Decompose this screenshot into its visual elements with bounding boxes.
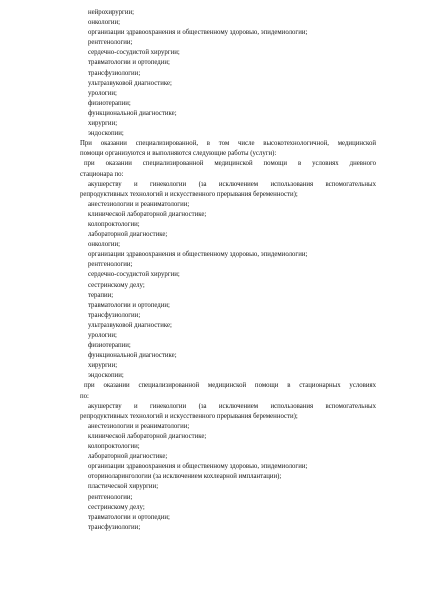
- document-line: при оказании специализированной медицинской помощи в условиях дневного: [84, 160, 376, 168]
- document-line: ультразвуковой диагностике;: [88, 321, 172, 329]
- document-line: сестринскому делу;: [88, 503, 145, 511]
- document-line: онкологии;: [88, 241, 121, 249]
- document-line: по:: [80, 392, 89, 400]
- document-line: терапии;: [88, 291, 114, 299]
- document-line: хирургии;: [88, 120, 118, 128]
- document-line: клинической лабораторной диагностике;: [88, 432, 207, 440]
- document-line: травматологии и ортопедии;: [88, 301, 170, 309]
- document-line: лабораторной диагностике;: [88, 231, 168, 239]
- document-line: акушерству и гинекологии (за исключением использования вспомогательных: [88, 180, 376, 188]
- document-line: репродуктивных технологий и искусственного прерывания беременности);: [80, 190, 298, 198]
- document-line: физиотерапии;: [88, 342, 131, 350]
- document-line: эндоскопии;: [88, 372, 124, 380]
- document-line: анестезиологии и реаниматологии;: [88, 422, 190, 430]
- document-line: физиотерапии;: [88, 99, 131, 107]
- document-line: функциональной диагностике;: [88, 109, 177, 117]
- document-line: лабораторной диагностике;: [88, 453, 168, 461]
- document-line: колопроктологии;: [88, 443, 140, 451]
- document-line: организации здравоохранения и общественному здоровью, эпидемиологии;: [88, 463, 308, 471]
- document-line: травматологии и ортопедии;: [88, 513, 170, 521]
- document-line: анестезиологии и реаниматологии;: [88, 200, 190, 208]
- document-line: оториноларингологии (за исключением кохлеарной имплантации);: [88, 473, 282, 481]
- document-line: сердечно-сосудистой хирургии;: [88, 271, 180, 279]
- document-line: эндоскопии;: [88, 130, 124, 138]
- document-line: пластической хирургии;: [88, 483, 159, 491]
- document-body: [80, 8, 376, 533]
- document-line: нейрохирургии;: [88, 9, 135, 16]
- document-line: онкологии;: [88, 19, 121, 27]
- document-line: репродуктивных технологий и искусственного прерывания беременности);: [80, 412, 298, 420]
- document-line: функциональной диагностике;: [88, 352, 177, 360]
- document-line: хирургии;: [88, 362, 118, 370]
- document-line: сестринскому делу;: [88, 281, 145, 289]
- document-line: рентгенологии;: [88, 261, 133, 269]
- document-line: трансфузиологии;: [88, 523, 141, 531]
- document-line: при оказании специализированной медицинской помощи в стационарных условиях: [84, 382, 376, 390]
- document-line: При оказании специализированной, в том числе высокотехнологичной, медицинской: [80, 140, 376, 148]
- document-line: клинической лабораторной диагностике;: [88, 210, 207, 218]
- document-line: рентгенологии;: [88, 39, 133, 47]
- document-line: урологии;: [88, 89, 117, 97]
- document-line: организации здравоохранения и общественному здоровью, эпидемиологии;: [88, 29, 308, 37]
- document-line: акушерству и гинекологии (за исключением использования вспомогательных: [88, 402, 376, 410]
- document-line: ультразвуковой диагностике;: [88, 79, 172, 87]
- document-line: помощи организуются и выполняются следующие работы (услуги):: [80, 150, 277, 158]
- document-line: рентгенологии;: [88, 493, 133, 501]
- document-line: трансфузиологии;: [88, 311, 141, 319]
- document-line: урологии;: [88, 332, 117, 339]
- document-line: сердечно-сосудистой хирургии;: [88, 49, 180, 57]
- document-line: трансфузиологии;: [88, 69, 141, 77]
- document-line: колопроктологии;: [88, 220, 140, 228]
- document-line: стационара по:: [80, 170, 124, 178]
- document-line: организации здравоохранения и общественному здоровью, эпидемиологии;: [88, 251, 308, 259]
- document-line: травматологии и ортопедии;: [88, 59, 170, 67]
